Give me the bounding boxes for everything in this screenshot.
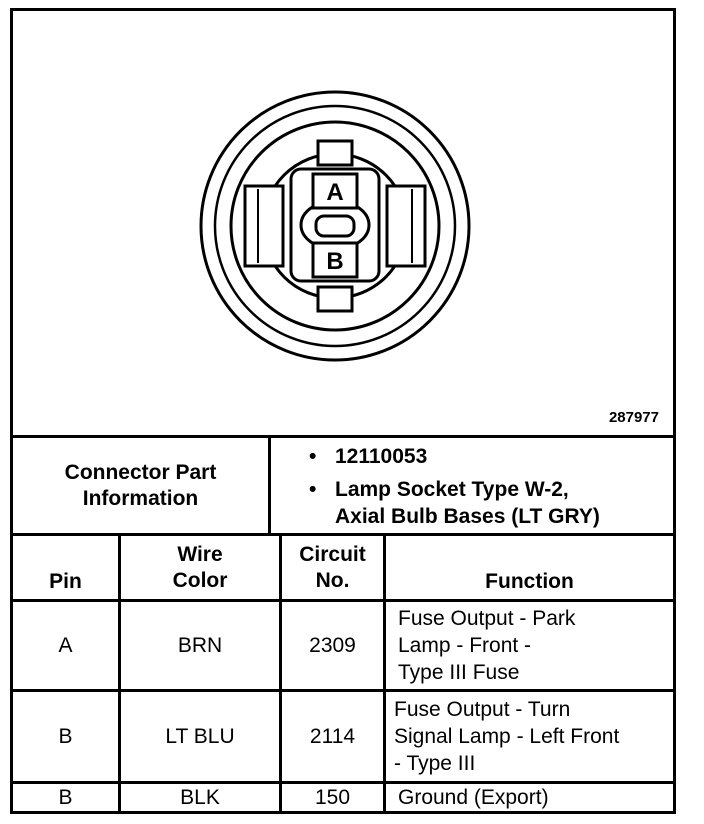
divider-part-info-column [268, 435, 271, 535]
figure-id: 287977 [608, 409, 659, 426]
row3-circuit-no: 150 [314, 786, 351, 809]
right-lock-tab [387, 186, 425, 266]
header-circuit-no: Circuit No. [299, 542, 366, 592]
row2-circuit-no: 2114 [309, 725, 356, 748]
header-function: Function [485, 570, 574, 593]
connector-end-view-frame [10, 8, 676, 814]
row1-function: Fuse Output - Park Lamp - Front - Type III Fuse [398, 607, 576, 684]
bottom-key [318, 287, 352, 311]
row2-wire-color: LT BLU [165, 725, 235, 748]
part-info-item: • 12110053 [309, 445, 428, 468]
bulb-contact [316, 216, 354, 236]
top-key [318, 141, 352, 165]
header-wire-color: Wire Color [172, 542, 228, 592]
row3-function: Ground (Export) [398, 786, 549, 809]
header-pin: Pin [49, 570, 82, 593]
row2-pin: B [58, 725, 73, 748]
row2-function: Fuse Output - Turn Signal Lamp - Left Front - Type III [394, 698, 620, 775]
row1-circuit-no: 2309 [309, 634, 356, 657]
part-info-heading: Connector Part Information [64, 460, 217, 510]
pin-a-label: A [326, 179, 344, 206]
connector-face-diagram [13, 11, 673, 437]
part-description: Lamp Socket Type W-2, Axial Bulb Bases (LT GRY) [335, 478, 600, 528]
part-info-item: • Lamp Socket Type W-2, Axial Bulb Bases (LT GRY) [309, 478, 600, 528]
pin-b-label: B [326, 248, 344, 275]
part-number: 12110053 [335, 445, 428, 468]
part-info-list [309, 443, 669, 536]
row1-pin: A [58, 634, 73, 657]
left-lock-tab [245, 186, 283, 266]
row1-wire-color: BRN [177, 634, 223, 657]
row3-wire-color: BLK [180, 786, 220, 809]
row3-pin: B [58, 786, 73, 809]
